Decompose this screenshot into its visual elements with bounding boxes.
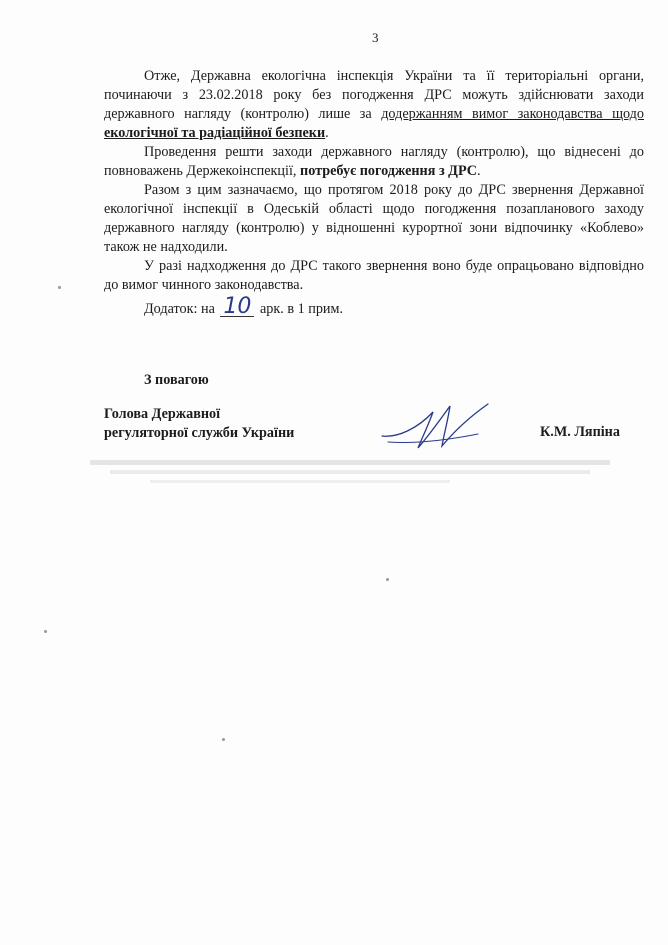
paragraph-1-underlined: додержанням вимог законодавства щодо	[381, 106, 644, 122]
paragraph-3: Разом з цим зазначаємо, що протягом 2018 року до ДРС звернення Державної екологічної інспекції в Одеській області щодо погодження позапланового заходу державного нагляду (контролю) у відношенні курортної зони відпочинку «Коблево» також не надходили.	[104, 182, 644, 255]
signer-name: К.М. Ляпіна	[540, 424, 620, 440]
paragraph-1-end: .	[325, 125, 329, 141]
closing-regards: З повагою	[144, 372, 209, 388]
paragraph-2-text: Проведення решти заходи державного нагляду (контролю), що віднесені до повноважень Держекоінспекції,	[104, 144, 644, 179]
paragraph-1	[104, 67, 644, 143]
scan-speck	[386, 578, 389, 581]
paragraph-1-emphasis: екологічної та радіаційної безпеки	[104, 125, 326, 141]
scan-speck	[44, 630, 47, 633]
paragraph-2	[104, 143, 644, 181]
paragraph-4: У разі надходження до ДРС такого звернення воно буде опрацьовано відповідно до вимог чинного законодавства.	[104, 258, 644, 293]
signer-title-line-1: Голова Державної	[104, 406, 221, 422]
signer-title	[104, 405, 294, 443]
paragraph-1-text: Отже, Державна екологічна інспекція України та її територіальні органи, починаючи з 23.02.2018 року без погодження ДРС можуть здійснювати заходи державного нагляду (контролю) лише за	[104, 68, 644, 122]
handwritten-signature	[378, 398, 498, 454]
scan-speck	[222, 738, 225, 741]
page-number: 3	[372, 30, 379, 45]
paragraph-2-end: .	[477, 163, 481, 179]
paragraph-2-emphasis: потребує погодження з ДРС	[300, 163, 478, 179]
scan-bleed-through	[90, 454, 630, 494]
appendix-line	[144, 294, 344, 319]
signer-title-line-2: регуляторної служби України	[104, 425, 295, 441]
scan-speck	[58, 286, 61, 289]
appendix-handwritten-count: 10	[220, 298, 254, 317]
appendix-suffix: арк. в 1 прим.	[259, 301, 344, 317]
appendix-prefix: Додаток: на	[144, 301, 215, 317]
letter-body	[104, 67, 644, 295]
